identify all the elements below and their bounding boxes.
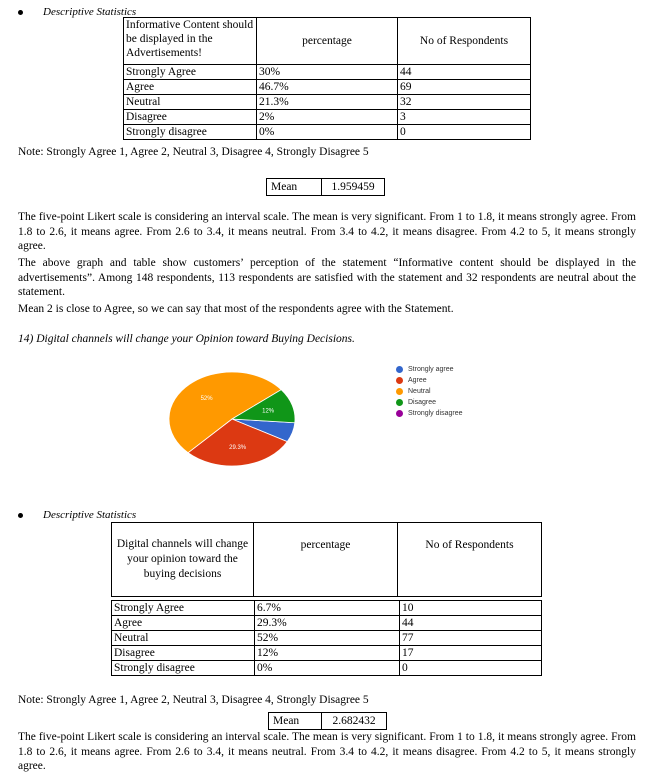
bullet-dot <box>18 10 23 15</box>
pie-data-label: 12% <box>262 408 275 415</box>
bullet-descriptive-statistics-1 <box>18 6 136 18</box>
mean-box-1 <box>266 178 385 196</box>
paragraph-conclusion: Mean 2 is close to Agree, so we can say that most of the respondents agree with the Statement. <box>18 303 454 315</box>
row-label: Strongly Agree <box>112 601 255 616</box>
legend-label: Strongly agree <box>408 366 454 373</box>
legend-swatch <box>396 410 403 417</box>
table-header-cell: No of Respondents <box>425 539 514 551</box>
table-row <box>124 80 531 95</box>
row-percentage: 6.7% <box>255 601 400 616</box>
legend-item <box>396 375 462 386</box>
bullet-text: Descriptive Statistics <box>43 509 137 521</box>
pie-chart <box>165 370 315 470</box>
row-label: Strongly Agree <box>124 65 257 80</box>
row-respondents: 69 <box>398 80 531 95</box>
table-header-cell: Informative Content should be displayed in the Advertisements! <box>124 18 257 65</box>
table-row <box>112 601 542 616</box>
legend-swatch <box>396 388 403 395</box>
table-row <box>124 125 531 140</box>
table-row <box>112 631 542 646</box>
row-label: Agree <box>124 80 257 95</box>
row-percentage: 0% <box>255 661 400 676</box>
row-respondents: 10 <box>400 601 542 616</box>
legend-swatch <box>396 366 403 373</box>
legend-label: Strongly disagree <box>408 410 463 417</box>
pie-data-label: 52% <box>200 396 213 403</box>
legend-item <box>396 397 462 408</box>
row-percentage: 52% <box>255 631 400 646</box>
legend-item <box>396 408 462 419</box>
likert-note-1: Note: Strongly Agree 1, Agree 2, Neutral 3, Disagree 4, Strongly Disagree 5 <box>18 146 369 158</box>
row-label: Disagree <box>112 646 255 661</box>
mean-value: 2.682432 <box>332 715 376 727</box>
table-row <box>112 646 542 661</box>
table-row <box>112 661 542 676</box>
legend-item <box>396 386 462 397</box>
row-percentage: 29.3% <box>255 616 400 631</box>
row-label: Strongly disagree <box>112 661 255 676</box>
table-row <box>124 110 531 125</box>
stats-table-2-header <box>111 522 542 597</box>
table-header-cell: Digital channels will change your opinion toward the buying decisions <box>112 523 254 596</box>
stats-table-2 <box>111 600 542 676</box>
table-header-cell: percentage <box>254 523 398 596</box>
pie-data-label: 29.3% <box>229 444 247 451</box>
table-row <box>124 65 531 80</box>
mean-label: Mean <box>267 179 322 195</box>
row-respondents: 44 <box>400 616 542 631</box>
row-label: Strongly disagree <box>124 125 257 140</box>
row-label: Agree <box>112 616 255 631</box>
row-respondents: 17 <box>400 646 542 661</box>
row-respondents: 0 <box>400 661 542 676</box>
legend-swatch <box>396 377 403 384</box>
legend-label: Agree <box>408 377 427 384</box>
legend-item <box>396 364 462 375</box>
legend-label: Disagree <box>408 399 437 406</box>
row-respondents: 77 <box>400 631 542 646</box>
paragraph-perception: The above graph and table show customers’ perception of the statement “Informative content should be displayed in the advertisements”. Among 148 respondents, 113 respondents are satisfied with the statement and 32 respondents are neutral about the statement. <box>18 257 636 298</box>
row-label: Neutral <box>112 631 255 646</box>
legend-swatch <box>396 399 403 406</box>
table-header-cell: percentage <box>257 18 398 65</box>
row-respondents: 44 <box>398 65 531 80</box>
row-percentage: 12% <box>255 646 400 661</box>
question-heading: 14) Digital channels will change your Opinion toward Buying Decisions. <box>18 333 355 345</box>
bullet-dot <box>18 513 23 518</box>
row-percentage: 21.3% <box>257 95 398 110</box>
row-respondents: 0 <box>398 125 531 140</box>
bullet-descriptive-statistics-2 <box>18 509 136 521</box>
stats-table-1 <box>123 17 531 140</box>
row-percentage: 30% <box>257 65 398 80</box>
row-label: Disagree <box>124 110 257 125</box>
mean-value: 1.959459 <box>331 181 375 193</box>
row-respondents: 3 <box>398 110 531 125</box>
bullet-text: Descriptive Statistics <box>43 6 137 18</box>
row-respondents: 32 <box>398 95 531 110</box>
row-percentage: 2% <box>257 110 398 125</box>
likert-note-2: Note: Strongly Agree 1, Agree 2, Neutral 3, Disagree 4, Strongly Disagree 5 <box>18 694 369 706</box>
paragraph-interpretation-2: The five-point Likert scale is considering an interval scale. The mean is very significant. From 1 to 1.8, it means strongly agree. From 1.8 to 2.6, it means agree. From 2.6 to 3.4, it means neutral. From 3.4 to 4.2, it means disagree. From 4.2 to 5, it means strongly agree. <box>18 731 636 772</box>
row-percentage: 46.7% <box>257 80 398 95</box>
mean-box-2 <box>268 712 387 730</box>
paragraph-interpretation-1: The five-point Likert scale is considering an interval scale. The mean is very significant. From 1 to 1.8, it means strongly agree. From 1.8 to 2.6, it means agree. From 2.6 to 3.4, it means neutral. From 3.4 to 4.2, it means disagree. From 4.2 to 5, it means strongly agree. <box>18 211 636 252</box>
table-row <box>124 95 531 110</box>
table-row <box>112 616 542 631</box>
row-percentage: 0% <box>257 125 398 140</box>
row-label: Neutral <box>124 95 257 110</box>
chart-legend <box>396 364 462 419</box>
legend-label: Neutral <box>408 388 431 395</box>
mean-label: Mean <box>269 713 322 729</box>
table-header-cell: No of Respondents <box>398 18 531 65</box>
